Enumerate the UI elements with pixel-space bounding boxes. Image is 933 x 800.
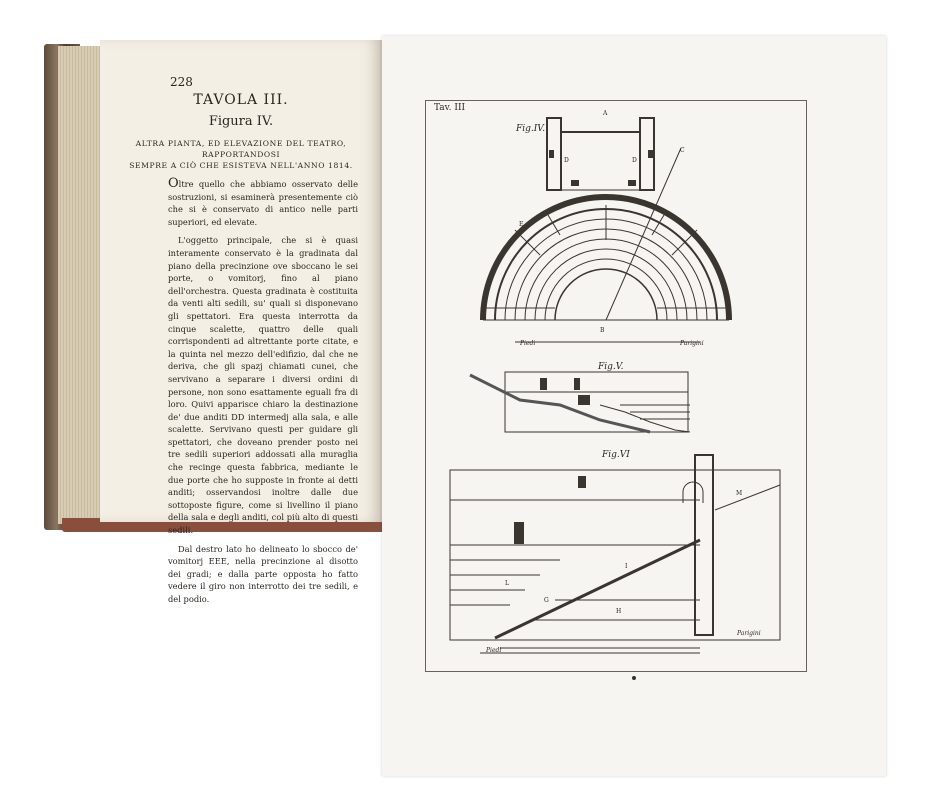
paragraph-3: Dal destro lato ho delineato lo sbocco de' vomitorj EEE, nella precinzione al disotto dei gradi; e dalla parte opposta ho fatto vedere il giro non interrotto dei tre sedili, e del podio. xyxy=(168,543,358,604)
theatre-plan-fill xyxy=(549,150,653,186)
drop-cap: O xyxy=(168,176,179,191)
scale-labels xyxy=(485,340,761,654)
scale-unit-1: Parigini xyxy=(680,340,704,347)
letter-h: H xyxy=(616,608,622,615)
page-subtitle: Figura IV. xyxy=(208,114,274,129)
letter-c: C xyxy=(680,147,685,154)
letter-l: L xyxy=(505,580,509,587)
scale-label-2: Piedi xyxy=(486,647,502,654)
letter-g: G xyxy=(544,597,549,604)
letter-e: E xyxy=(519,221,524,228)
fig-5-label: Fig.V. xyxy=(598,362,624,372)
plate-label: Tav. III xyxy=(434,103,466,113)
fig-6-label: Fig.VI xyxy=(602,450,630,460)
letter-a: A xyxy=(603,110,608,117)
plate-letters xyxy=(505,110,742,615)
caption-line-2: SEMPRE A CIÒ CHE ESISTEVA NELL'ANNO 1814. xyxy=(129,161,353,170)
paragraph-2: L'oggetto principale, che si è quasi interamente conservato è la gradinata dal piano della precinzione ove sboccano le sei porte, o vomitorj, fino al piano dell'orchestra. Questa gradinata è costituita da venti alti sedili, su' quali si disponevano gli spettatori. Era questa interrotta da cinque scalette, quattro delle quali corrispondenti ad altrettante porte citate, e la quinta nel mezzo dell'edifizio, dal che ne deriva, che gli spazj chiamati cunei, che servivano a separare i diversi ordini di persone, non sono esattamente eguali fra di loro. Quivi apparisce chiaro la destinazione de' due anditi DD intermedj alla sala, e alle scalette. Servivano questi per guidare gli spettatori, che doveano prender posto nei tre sedili superiori addossati alla muraglia che recinge questa fabbrica, mediante le due porte che ho supposte in fronte ai detti anditi; osservandosi inoltre dalle due sottoposte figure, come si livellino il piano della sala e degli anditi, col più alto di questi sedili. xyxy=(168,235,358,536)
letter-i: I xyxy=(625,563,628,570)
page-number: 228 xyxy=(170,75,193,89)
letter-b: B xyxy=(600,327,605,334)
section-fill-fig6 xyxy=(514,476,586,544)
page-title: TAVOLA III. xyxy=(193,92,289,108)
scale-unit-2: Parigini xyxy=(737,630,761,637)
plate-dot xyxy=(632,676,636,680)
letter-d-left: D xyxy=(564,157,569,164)
fig-4-label: Fig.IV. xyxy=(516,124,546,134)
paragraph-1-text: ltre quello che abbiamo osservato delle sostruzioni, si esaminerà presentemente ciò che si è conservato di antico nelle parti superiori, ed elevate. xyxy=(168,179,358,227)
section-drawing-fig6 xyxy=(450,455,780,653)
letter-d-right: D xyxy=(632,157,637,164)
theatre-plan-drawing xyxy=(483,118,729,342)
caption-line-1: ALTRA PIANTA, ED ELEVAZIONE DEL TEATRO, RAPPORTANDOSI xyxy=(135,139,347,159)
scale-label-1: Piedi xyxy=(520,340,536,347)
letter-m: M xyxy=(736,490,743,497)
